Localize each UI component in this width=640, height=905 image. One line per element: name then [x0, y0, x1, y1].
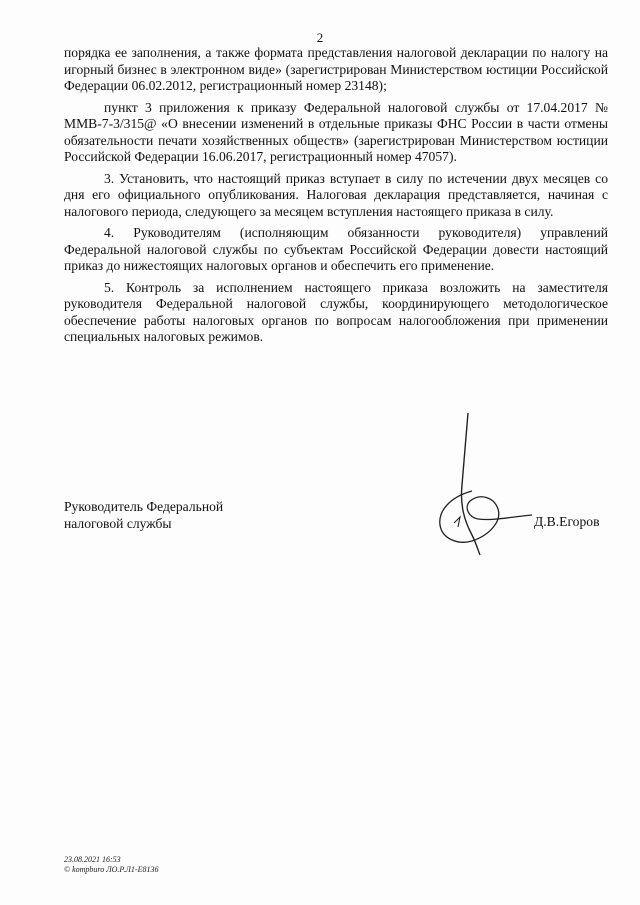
paragraph-continuation: порядка ее заполнения, а также формата представления налоговой декларации по налогу на игорный бизнес в электронном виде» (зарегистрирован Министерством юстиции Российской Федерации 06.02.2012, регистрационный номер 23148); [64, 45, 608, 93]
signature-block [64, 498, 614, 568]
page-number: 2 [316, 30, 324, 45]
footer-timestamp: 23.08.2021 16:53 [64, 855, 121, 864]
signer-position-line-1: Руководитель Федеральной [64, 499, 224, 514]
signer-position-line-2: налоговой службы [64, 516, 172, 531]
paragraph-5-control: 5. Контроль за исполнением настоящего приказа возложить на заместителя руководителя Федеральной налоговой службы, координирующего методологическое обеспечение работы налоговых органов по вопросам налогообложения при применении специальных налоговых режимов. [64, 279, 608, 344]
document-body [64, 45, 608, 346]
footer-stamp [64, 855, 158, 875]
paragraph-4-distribution: 4. Руководителям (исполняющим обязанности руководителя) управлений Федеральной налоговой службы по субъектам Российской Федерации довести настоящий приказ до нижестоящих налоговых органов и обеспечить его применение. [64, 225, 608, 273]
signer-position [64, 498, 223, 532]
footer-document-code: © kompburo ЛО.Р.Л1-Е8136 [64, 865, 159, 874]
paragraph-3-effective-date: 3. Установить, что настоящий приказ вступает в силу по истечении двух месяцев со дня его официального опубликования. Налоговая декларация представляется, начиная с налогового периода, следующего за месяцем вступления настоящего приказа в силу. [64, 170, 608, 219]
paragraph-item-3-reference: пункт 3 приложения к приказу Федеральной налоговой службы от 17.04.2017 № ММВ-7-3/315@ «О внесении изменений в отдельные приказы ФНС России в части отмены обязательности печати хозяйственных обществ» (зарегистрирован Министерством юстиции Российской Федерации 16.06.2017, регистрационный номер 47057). [64, 99, 608, 164]
signer-name: Д.В.Егоров [534, 514, 600, 529]
